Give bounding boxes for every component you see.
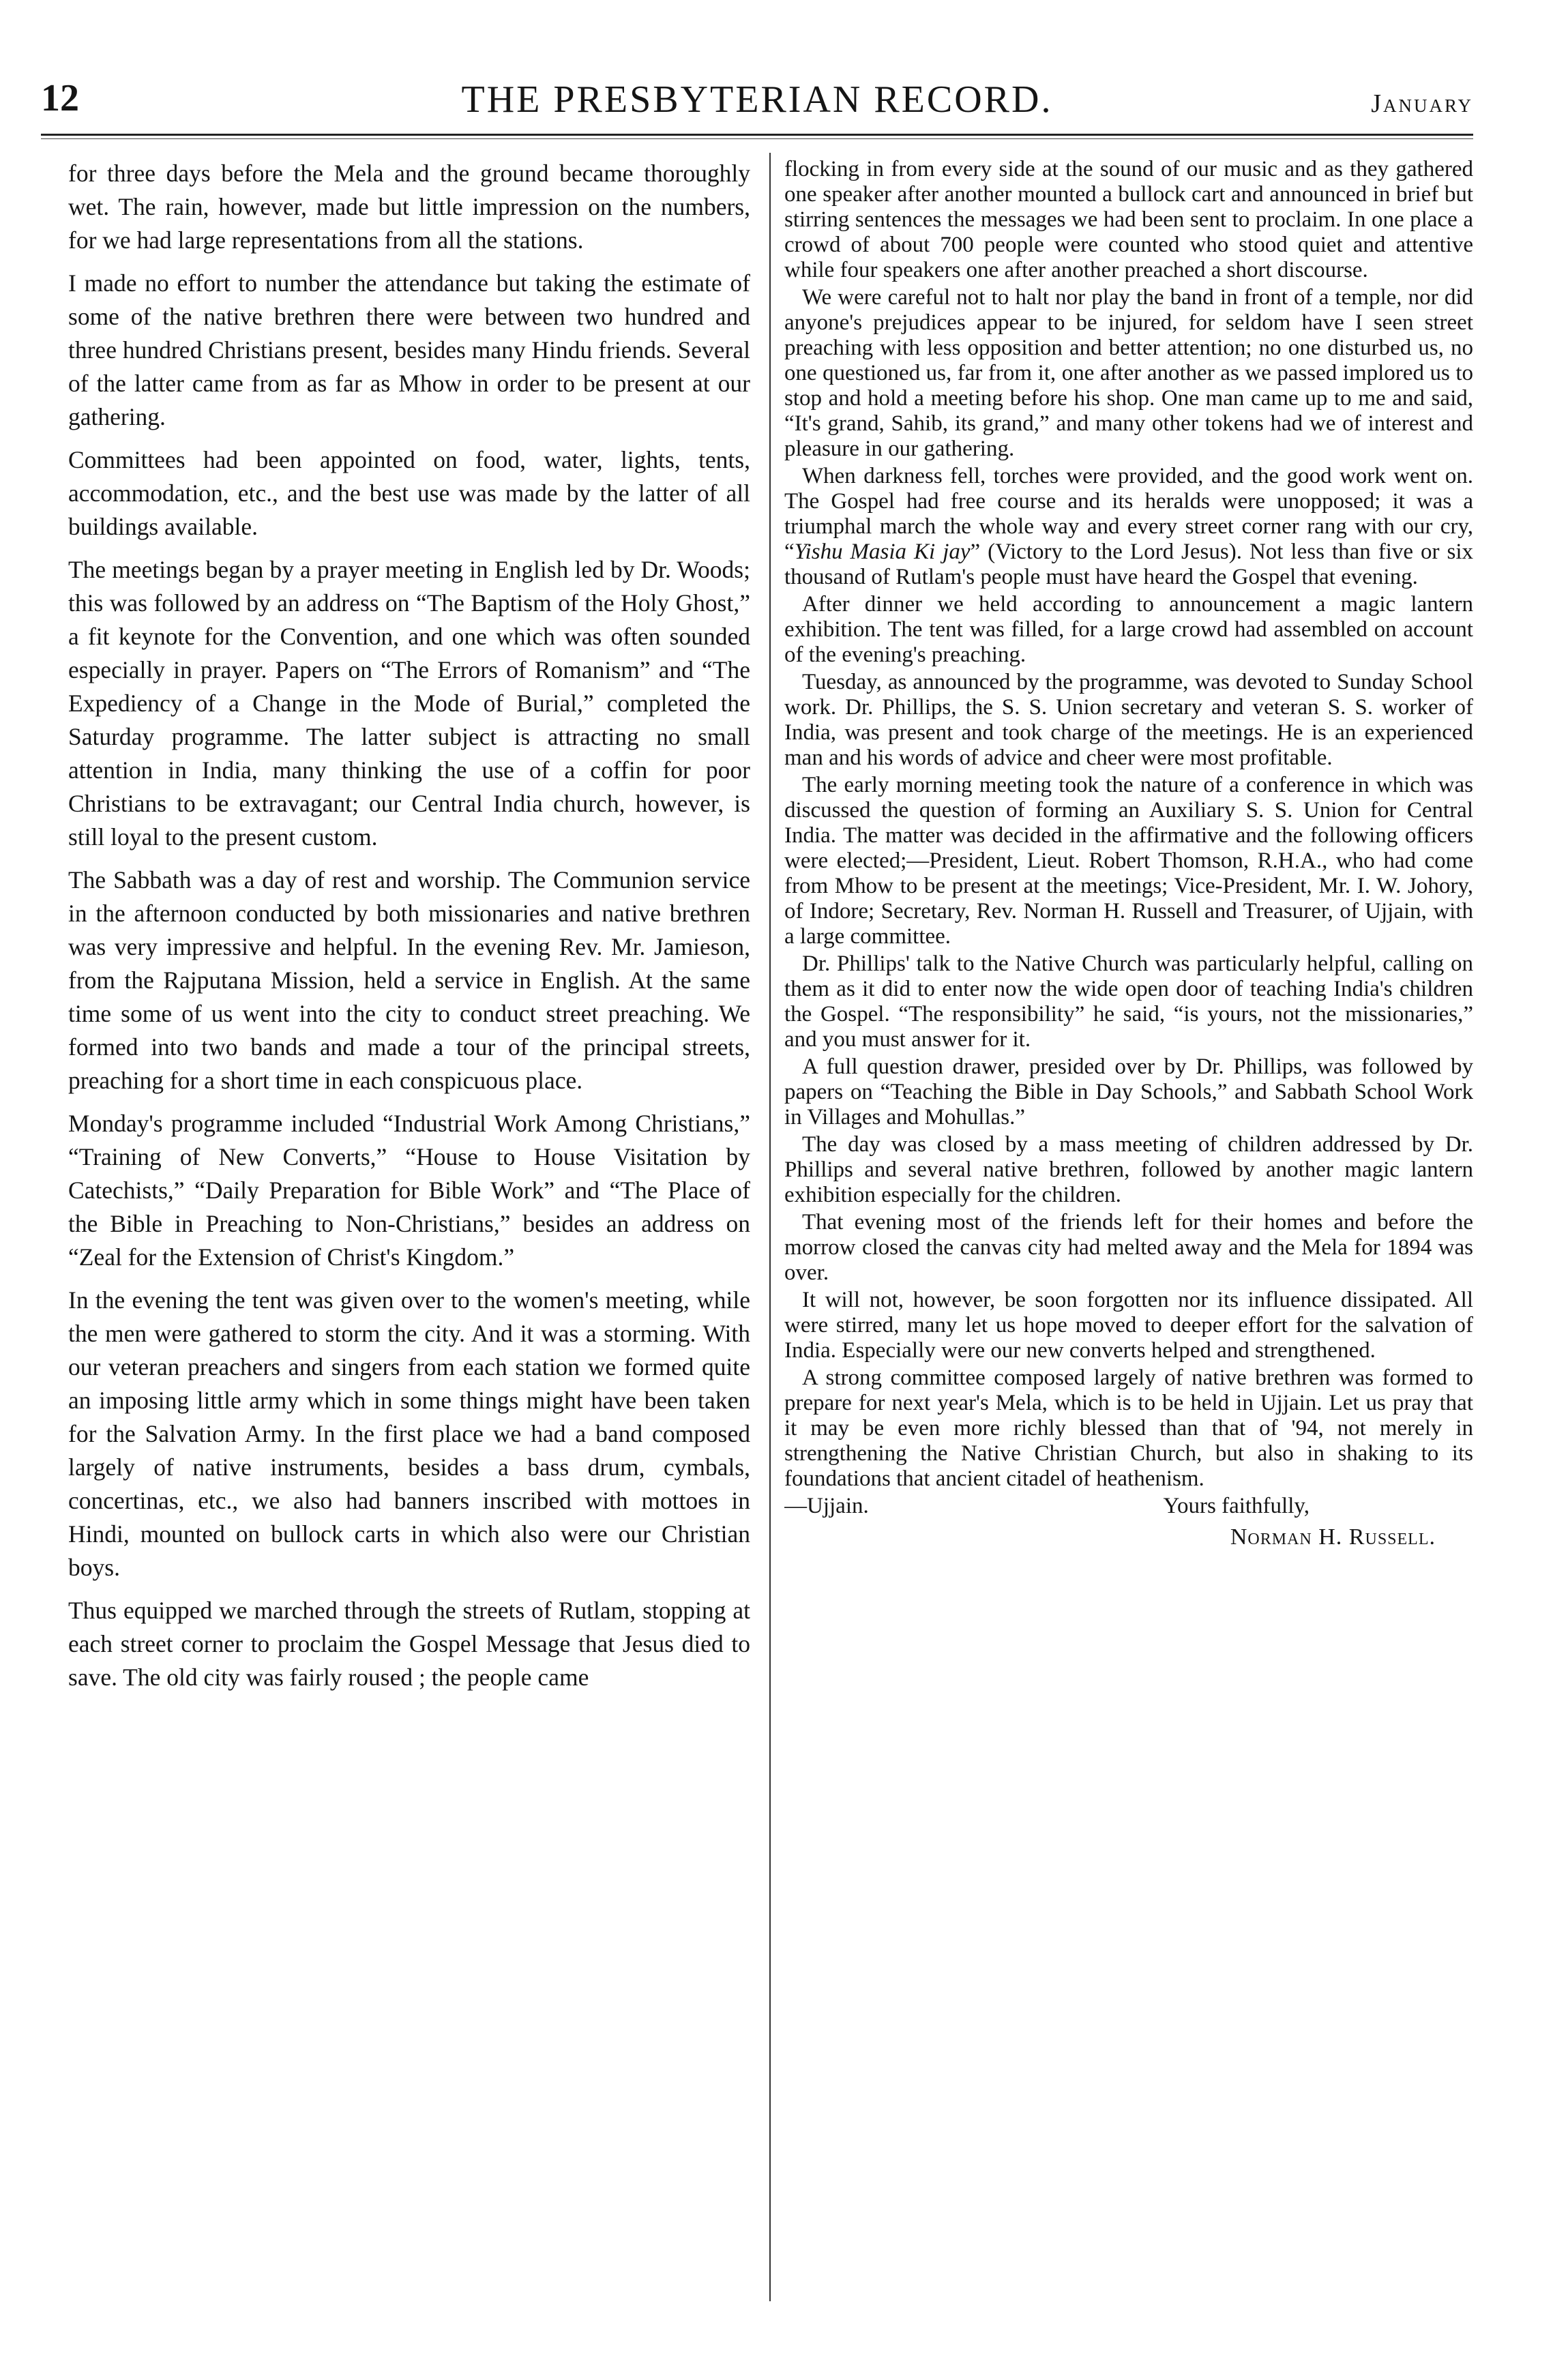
closing-salutation: Yours faithfully, <box>1163 1494 1310 1518</box>
right-column <box>784 157 1473 2346</box>
paragraph-text: When darkness fell, torches were provided, and the good work went on. The Gospel had free course and its heralds were unopposed; it was a triumphal march the whole way and every street corner rang with our cry, “ <box>784 464 1473 564</box>
paragraph: A strong committee composed largely of native brethren was formed to prepare for next year's Mela, which is to be held in Ujjain. Let us pray that it may be even more richly blessed than that of '94, not merely in strengthening the Native Christian Church, but also in shaking to its foundations that ancient citadel of heathenism. <box>784 1365 1473 1491</box>
column-divider <box>769 153 771 2301</box>
closing-line <box>784 1494 1473 1519</box>
header-rule-thin <box>41 138 1473 139</box>
paragraph: for three days before the Mela and the ground became thoroughly wet. The rain, however, made but little impression on the numbers, for we had large representations from all the stations. <box>68 160 750 254</box>
paragraph <box>784 464 1473 590</box>
paragraph: Committees had been appointed on food, water, lights, tents, accommodation, etc., and the best use was made by the latter of all buildings available. <box>68 446 750 540</box>
paragraph: I made no effort to number the attendance but taking the estimate of some of the native brethren there were between two hundred and three hundred Christians present, besides many Hindu friends. Several of the latter came from as far as Mhow in order to be present at our gathering. <box>68 269 750 430</box>
page-number: 12 <box>41 77 79 119</box>
paragraph: The day was closed by a mass meeting of children addressed by Dr. Phillips and several native brethren, followed by another magic lantern exhibition especially for the children. <box>784 1132 1473 1207</box>
paragraph: The meetings began by a prayer meeting in English led by Dr. Woods; this was followed by an address on “The Baptism of the Holy Ghost,” a fit keynote for the Convention, and one which was often sounded especially in prayer. Papers on “The Errors of Romanism” and “The Expediency of a Change in the Mode of Burial,” completed the Saturday programme. The latter subject is attracting no small attention in India, many thinking the use of a coffin for poor Christians to be extravagant; our Central India church, however, is still loyal to the present custom. <box>68 556 750 851</box>
paragraph-text: ” (Victory to the Lord Jesus). Not less than five or six thousand of Rutlam's people must have heard the Gospel that evening. <box>784 540 1473 589</box>
hindi-cry: Yishu Masia Ki jay <box>794 540 971 564</box>
header-rule <box>41 134 1473 136</box>
paragraph: It will not, however, be soon forgotten nor its influence dissipated. All were stirred, many let us hope moved to deeper effort for the salvation of India. Especially were our new converts helped and strengthened. <box>784 1288 1473 1363</box>
page-header <box>41 76 1473 138</box>
paragraph: After dinner we held according to announcement a magic lantern exhibition. The tent was filled, for a large crowd had assembled on account of the evening's preaching. <box>784 592 1473 667</box>
paragraph: In the evening the tent was given over to the women's meeting, while the men were gathered to storm the city. And it was a storming. With our veteran preachers and singers from each station we formed quite an imposing little army which in some things might have been taken for the Salvation Army. In the first place we had a band composed largely of native instruments, besides a bass drum, cymbals, concertinas, etc., we also had banners inscribed with mottoes in Hindi, mounted on bullock carts in which also were our Christian boys. <box>68 1286 750 1581</box>
place-line: —Ujjain. <box>784 1494 869 1518</box>
paragraph: The early morning meeting took the nature of a conference in which was discussed the question of forming an Auxiliary S. S. Union for Central India. The matter was decided in the affirmative and the following officers were elected;—President, Lieut. Robert Thomson, R.H.A., who had come from Mhow to be present at the meetings; Vice-President, Mr. I. W. Johory, of Indore; Secretary, Rev. Norman H. Russell and Treasurer, of Ujjain, with a large committee. <box>784 773 1473 949</box>
issue-month: January <box>1371 89 1473 118</box>
journal-title: THE PRESBYTERIAN RECORD. <box>461 78 1053 121</box>
author-signature: Norman H. Russell. <box>1230 1524 1436 1550</box>
paragraph: flocking in from every side at the sound of our music and as they gathered one speaker after another mounted a bullock cart and announced in brief but stirring sentences the messages we had been sent to proclaim. In one place a crowd of about 700 people were counted who stood quiet and attentive while four speakers one after another preached a short discourse. <box>784 157 1473 282</box>
paragraph: We were careful not to halt nor play the band in front of a temple, nor did anyone's prejudices appear to be injured, for seldom have I seen street preaching with less opposition and better attention; no one disturbed us, no one questioned us, far from it, one after another as we passed implored us to stop and hold a meeting before his shop. One man came up to me and said, “It's grand, Sahib, its grand,” and many other tokens had we of interest and pleasure in our gathering. <box>784 285 1473 461</box>
paragraph: That evening most of the friends left for their homes and before the morrow closed the canvas city had melted away and the Mela for 1894 was over. <box>784 1210 1473 1285</box>
paragraph: The Sabbath was a day of rest and worship. The Communion service in the afternoon conducted by both missionaries and native brethren was very impressive and helpful. In the evening Rev. Mr. Jamieson, from the Rajputana Mission, held a service in English. At the same time some of us went into the city to conduct street preaching. We formed into two bands and made a tour of the principal streets, preaching for a short time in each conspicuous place. <box>68 866 750 1094</box>
paragraph: Dr. Phillips' talk to the Native Church was particularly helpful, calling on them as it did to enter now the wide open door of teaching India's children the Gospel. “The responsibility” he said, “is yours, not the missionaries,” and you must answer for it. <box>784 951 1473 1052</box>
paragraph: A full question drawer, presided over by Dr. Phillips, was followed by papers on “Teaching the Bible in Day Schools,” and Sabbath School Work in Villages and Mohullas.” <box>784 1054 1473 1129</box>
paragraph: Thus equipped we marched through the streets of Rutlam, stopping at each street corner to proclaim the Gospel Message that Jesus died to save. The old city was fairly roused ; the people came <box>68 1597 750 1691</box>
paragraph: Tuesday, as announced by the programme, was devoted to Sunday School work. Dr. Phillips, the S. S. Union secretary and veteran S. S. worker of India, was present and took charge of the meetings. He is an experienced man and his words of advice and cheer were most profitable. <box>784 670 1473 770</box>
left-column <box>68 157 750 2346</box>
paragraph: Monday's programme included “Industrial Work Among Christians,” “Training of New Converts,” “House to House Visitation by Catechists,” “Daily Preparation for Bible Work” and “The Place of the Bible in Preaching to Non-Christians,” besides an address on “Zeal for the Extension of Christ's Kingdom.” <box>68 1110 750 1271</box>
